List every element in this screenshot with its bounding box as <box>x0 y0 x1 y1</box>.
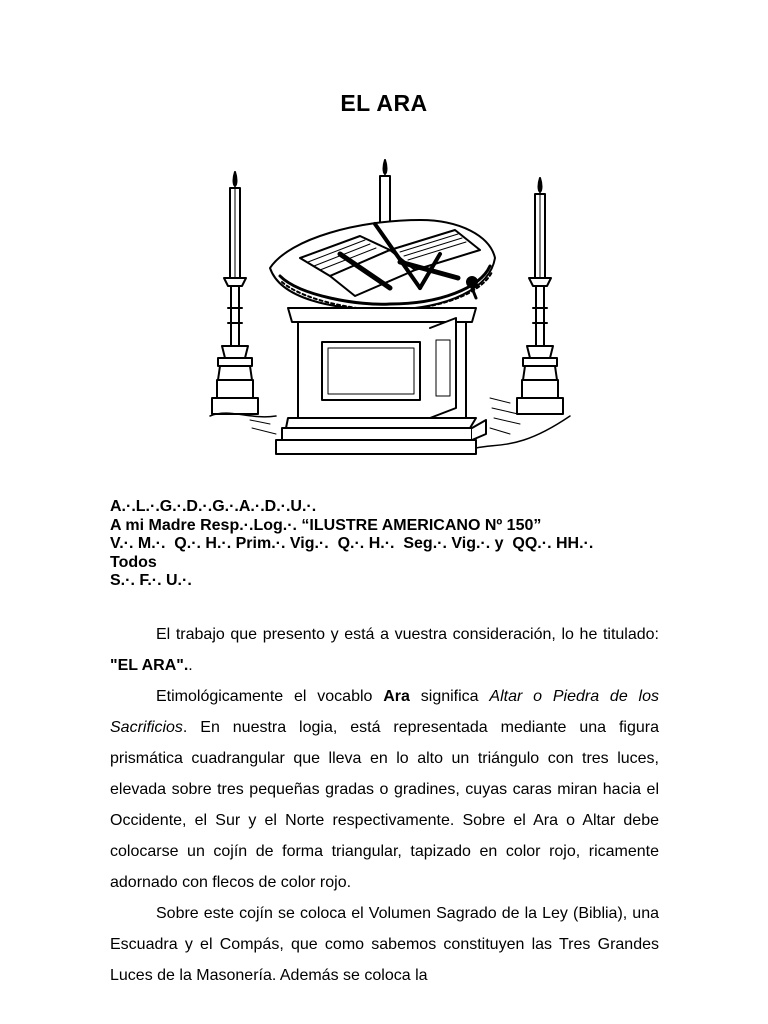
paragraph-1-end: . <box>188 657 193 674</box>
header-line: A.·.L.·.G.·.D.·.G.·.A.·.D.·.U.·. <box>110 498 317 515</box>
body-text <box>110 619 659 991</box>
altar-illustration <box>190 158 575 468</box>
right-candle-icon <box>517 178 563 414</box>
paragraph-1 <box>110 619 659 681</box>
paragraph-2-text-c: . En nuestra logia, está representada mediante una figura prismática cuadrangular que lleva en lo alto un triángulo con tres luces, elevada sobre tres pequeñas gradas o gradines, cuyas caras miran hacia el Occidente, el Sur y el Norte respectivamente. Sobre el Ara o Altar debe colocarse un cojín de forma triangular, tapizado en color rojo, ricamente adornado con flecos de color rojo. <box>110 719 659 891</box>
header-line: S.·. F.·. U.·. <box>110 572 192 589</box>
page-title: EL ARA <box>340 90 428 116</box>
paragraph-3-text: Sobre este cojín se coloca el Volumen Sagrado de la Ley (Biblia), una Escuadra y el Compás, que como sabemos constituyen las Tres Grandes Luces de la Masonería. Además se coloca la <box>110 905 659 984</box>
paragraph-2-text-a: Etimológicamente el vocablo <box>156 688 384 705</box>
paragraph-1-text: El trabajo que presento y está a vuestra consideración, lo he titulado: <box>156 626 659 643</box>
paragraph-2-italic: Altar o Piedra de los Sacrificios <box>110 688 660 736</box>
paragraph-1-title-ref: "EL ARA". <box>110 657 189 674</box>
lodge-header <box>110 498 670 591</box>
left-candle-icon <box>212 172 258 414</box>
header-line: A mi Madre Resp.·.Log.·. “ILUSTRE AMERICANO Nº 150” <box>110 516 542 534</box>
header-line: Todos <box>110 553 157 571</box>
paragraph-2 <box>110 681 659 898</box>
paragraph-2-text-b: significa <box>409 688 490 705</box>
header-line: V.·. M.·. Q.·. H.·. Prim.·. Vig.·. Q.·. H.·. Seg.·. Vig.·. y QQ.·. HH.·. <box>110 535 594 552</box>
paragraph-3 <box>110 898 659 991</box>
paragraph-2-bold-word: Ara <box>383 688 410 705</box>
altar-icon <box>210 220 570 454</box>
